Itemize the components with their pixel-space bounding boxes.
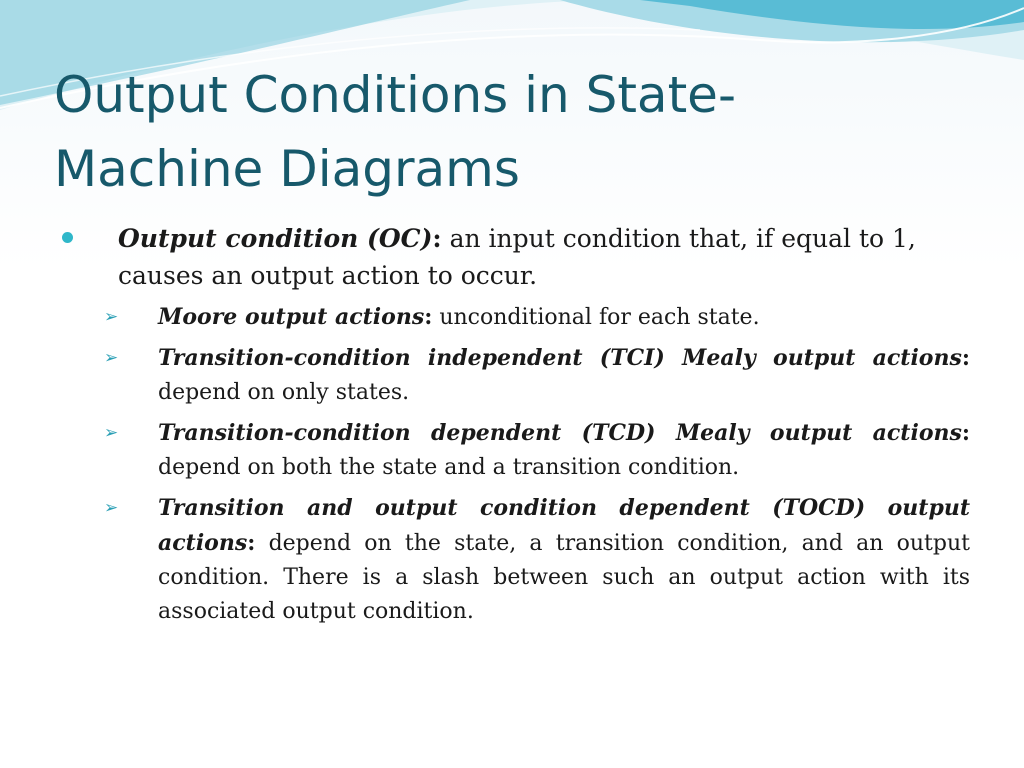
term-tocd-output-actions: Transition and output condition dependent (TOCD) output actions: [158, 495, 970, 556]
subitem-tci-mealy-output-actions: [60, 341, 970, 410]
term-tci-mealy-output-actions: Transition-condition independent (TCI) Mealy output actions: [158, 345, 962, 371]
arrow-bullet-icon: ➢: [104, 307, 119, 327]
term-colon: :: [961, 420, 970, 446]
slide-content: [60, 220, 970, 635]
term-tcd-mealy-output-actions: Transition-condition dependent (TCD) Mealy output actions: [158, 420, 962, 446]
subitem-tcd-mealy-output-actions: [60, 416, 970, 485]
arrow-bullet-icon: ➢: [104, 498, 119, 518]
subitem-moore-output-actions: [60, 300, 970, 335]
definition-tci-mealy-output-actions: depend on only states.: [158, 380, 410, 405]
subitem-tocd-output-actions: [60, 491, 970, 629]
term-output-condition: Output condition (OC): [118, 224, 433, 253]
arrow-bullet-icon: ➢: [104, 423, 119, 443]
definition-output-condition: an input condition that, if equal to 1, causes an output action to occur.: [118, 224, 916, 290]
bullet-item-output-condition: [60, 220, 970, 294]
term-colon: :: [424, 304, 433, 330]
term-colon: :: [961, 345, 970, 371]
slide-title: [54, 58, 974, 206]
slide-title-line-1: Output Conditions in State-: [54, 66, 736, 124]
definition-tocd-output-actions: depend on the state, a transition condition, and an output condition. There is a slash between such an output action with its associated output condition.: [158, 531, 970, 624]
round-bullet-icon: [62, 232, 73, 243]
term-colon: :: [432, 224, 442, 253]
definition-tcd-mealy-output-actions: depend on both the state and a transition condition.: [158, 455, 740, 480]
term-colon: :: [247, 530, 256, 556]
term-moore-output-actions: Moore output actions: [158, 304, 425, 330]
arrow-bullet-icon: ➢: [104, 348, 119, 368]
slide-title-line-2: Machine Diagrams: [54, 140, 520, 198]
definition-moore-output-actions: unconditional for each state.: [432, 305, 760, 330]
